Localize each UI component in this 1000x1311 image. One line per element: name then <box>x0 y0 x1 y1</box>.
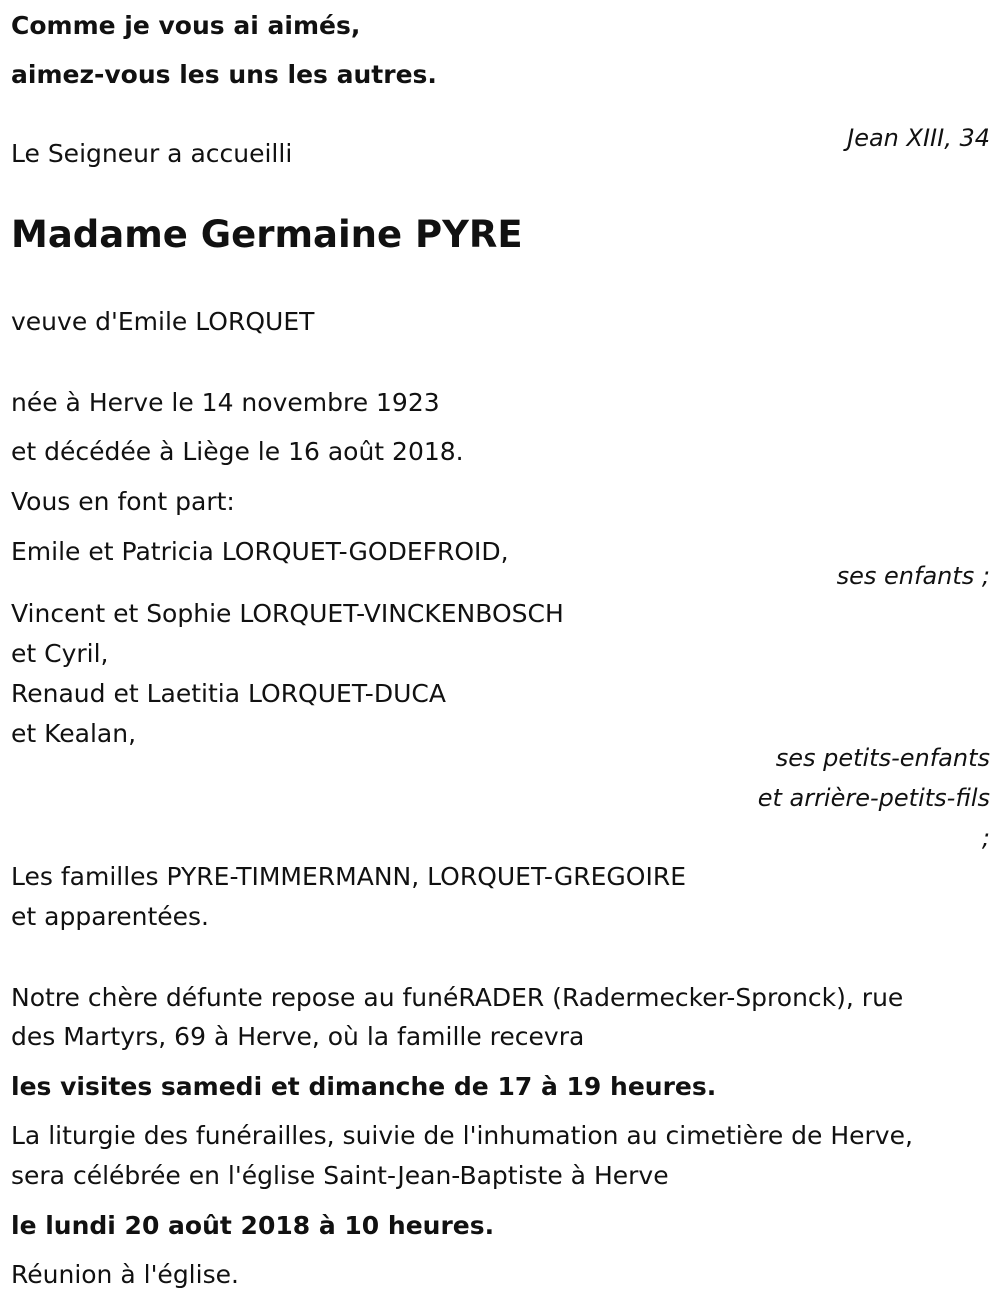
rest-line-2: des Martyrs, 69 à Herve, où la famille recevra <box>11 1022 585 1051</box>
families-line-2: et apparentées. <box>11 902 209 931</box>
families-line-1: Les familles PYRE-TIMMERMANN, LORQUET-GREGOIRE <box>11 862 687 891</box>
grandchildren-relation-1: ses petits-enfants <box>775 744 990 772</box>
grandchildren-relation-3: ; <box>981 824 990 852</box>
grandchildren-line-1: Vincent et Sophie LORQUET-VINCKENBOSCH <box>11 599 564 628</box>
announcers-intro: Vous en font part: <box>11 487 235 516</box>
intro-text: Le Seigneur a accueilli <box>11 139 293 168</box>
liturgy-line-1: La liturgie des funérailles, suivie de l'inhumation au cimetière de Herve, <box>11 1121 913 1150</box>
children-line: Emile et Patricia LORQUET-GODEFROID, <box>11 537 509 566</box>
children-relation: ses enfants ; <box>836 562 990 590</box>
visits-line: les visites samedi et dimanche de 17 à 19 heures. <box>11 1072 717 1101</box>
rest-line-1: Notre chère défunte repose au funéRADER (Radermecker-Spronck), rue <box>11 983 904 1012</box>
liturgy-line-2: sera célébrée en l'église Saint-Jean-Baptiste à Herve <box>11 1161 669 1190</box>
liturgy-date: le lundi 20 août 2018 à 10 heures. <box>11 1211 495 1240</box>
epigraph-line-2: aimez-vous les uns les autres. <box>11 60 437 89</box>
epigraph-line-1: Comme je vous ai aimés, <box>11 11 361 40</box>
widow-of: veuve d'Emile LORQUET <box>11 307 315 336</box>
deceased-name: Madame Germaine PYRE <box>11 213 523 256</box>
grandchildren-line-3: Renaud et Laetitia LORQUET-DUCA <box>11 679 446 708</box>
grandchildren-relation-2: et arrière-petits-fils <box>757 784 990 812</box>
meeting-line: Réunion à l'église. <box>11 1260 239 1289</box>
death-line: et décédée à Liège le 16 août 2018. <box>11 437 464 466</box>
birth-line: née à Herve le 14 novembre 1923 <box>11 388 440 417</box>
epigraph-reference: Jean XIII, 34 <box>847 124 990 152</box>
grandchildren-line-4: et Kealan, <box>11 719 137 748</box>
grandchildren-line-2: et Cyril, <box>11 639 109 668</box>
